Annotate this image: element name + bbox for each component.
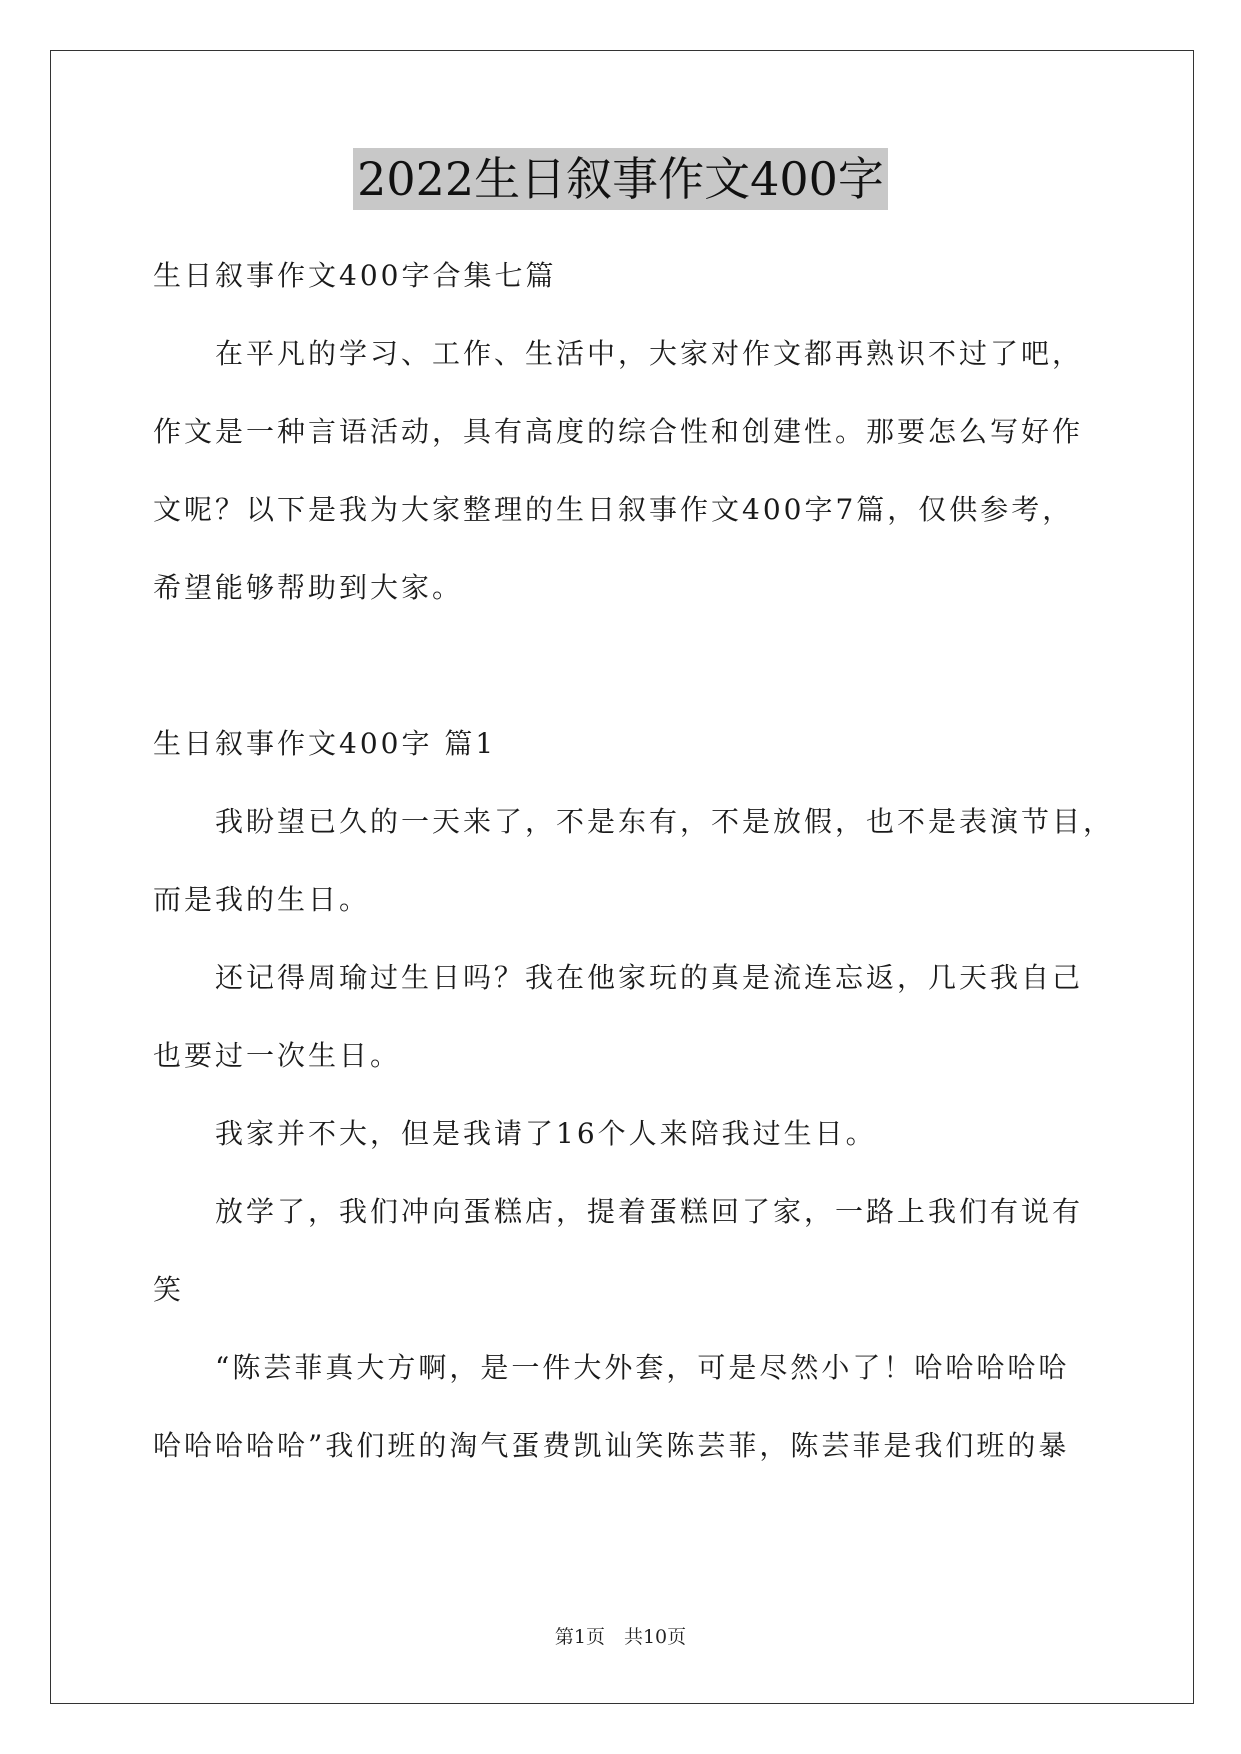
collection-heading: 生日叙事作文400字合集七篇 [153, 259, 557, 292]
body-paragraph-line: 放学了，我们冲向蛋糕店，提着蛋糕回了家，一路上我们有说有 [215, 1195, 1084, 1228]
body-paragraph-line: 哈哈哈哈哈”我们班的淘气蛋费凯讪笑陈芸菲，陈芸菲是我们班的暴 [153, 1429, 1070, 1462]
intro-paragraph-line: 作文是一种言语活动，具有高度的综合性和创建性。那要怎么写好作 [153, 415, 1084, 448]
body-paragraph-line: 我家并不大，但是我请了16个人来陪我过生日。 [215, 1117, 877, 1150]
document-title: 2022生日叙事作文400字 [353, 148, 888, 210]
paragraph-spacer [153, 627, 1103, 705]
intro-paragraph-line: 文呢？以下是我为大家整理的生日叙事作文400字7篇，仅供参考， [153, 493, 1074, 526]
page-number-footer: 第1页 共10页 [554, 1626, 687, 1648]
intro-paragraph-line: 希望能够帮助到大家。 [153, 571, 464, 604]
body-paragraph-line: 我盼望已久的一天来了，不是东有，不是放假，也不是表演节目， [215, 805, 1115, 838]
intro-paragraph-line: 在平凡的学习、工作、生活中，大家对作文都再熟识不过了吧， [215, 337, 1084, 370]
document-body [153, 237, 1115, 1485]
body-paragraph-line: “陈芸菲真大方啊，是一件大外套，可是尽然小了！哈哈哈哈哈 [215, 1351, 1070, 1384]
section-heading: 生日叙事作文400字 篇1 [153, 727, 497, 760]
body-paragraph-line: 还记得周瑜过生日吗？我在他家玩的真是流连忘返，几天我自己 [215, 961, 1084, 994]
body-paragraph-line: 也要过一次生日。 [153, 1039, 402, 1072]
title-container [0, 148, 1241, 210]
body-paragraph-line: 而是我的生日。 [153, 883, 371, 916]
body-paragraph-line: 笑 [153, 1273, 185, 1306]
